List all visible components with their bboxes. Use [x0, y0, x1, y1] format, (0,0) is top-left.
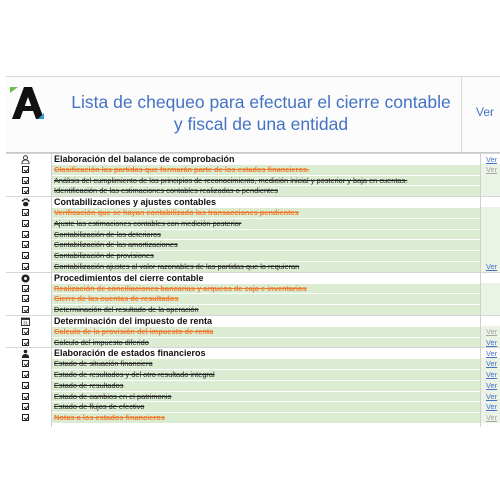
grid-line [51, 153, 52, 427]
task-label: Realización de conciliaciones bancarias y arqueos de caja e inventarios [54, 283, 307, 293]
task-label: Contabilización ajustes al valor razonables de las partidas que lo requieran [54, 262, 300, 271]
ver-cell [481, 283, 500, 294]
section-row [6, 153, 500, 164]
checklist-row [6, 283, 500, 294]
user-group-icon [21, 349, 30, 358]
checkbox-checked-icon[interactable] [21, 176, 30, 185]
checklist-row [6, 218, 500, 229]
checkbox-checked-icon[interactable] [21, 219, 30, 228]
ver-link[interactable]: Ver [486, 349, 498, 359]
ver-link[interactable]: Ver [486, 402, 498, 412]
checkbox-checked-icon[interactable] [21, 186, 30, 195]
calendar-icon [21, 317, 30, 326]
task-label: Cierre de las cuentas de resultados [54, 294, 179, 304]
task-label: Determinación del resultado de la operación [54, 305, 199, 315]
section-row [6, 272, 500, 283]
ver-link[interactable]: Ver [486, 391, 498, 401]
checkbox-checked-icon[interactable] [21, 208, 30, 217]
checkbox-checked-icon[interactable] [21, 230, 30, 239]
actualicese-logo-icon [8, 83, 48, 123]
ver-link[interactable]: Ver [486, 359, 498, 369]
task-label: Estado de situación financiera [54, 359, 153, 369]
checklist-row [6, 304, 500, 315]
paw-icon [21, 198, 30, 207]
task-label: Calculo del impuesto diferido [54, 337, 149, 347]
checklist-row [6, 293, 500, 304]
section-row [6, 196, 500, 207]
ver-link[interactable]: Ver [486, 337, 498, 347]
checklist-row [6, 337, 500, 348]
ver-link[interactable]: Ver [486, 413, 498, 423]
checklist-row [6, 369, 500, 380]
ver-cell [481, 229, 500, 240]
section-title: Elaboración del balance de comprobación [54, 154, 235, 164]
task-label: Verificación que se hayan contabilizado las transacciones pendientes [54, 208, 299, 217]
checklist-row [6, 239, 500, 250]
task-label: Análisis del cumplimiento de los principios de reconocimiento, medición inicial y posterior y baja en cuentas. [54, 175, 408, 185]
checklist-row [6, 412, 500, 423]
task-label: Estado de resultados y del otro resultado integral [54, 370, 215, 379]
ver-cell [481, 293, 500, 304]
checklist-row [6, 326, 500, 337]
checkbox-checked-icon[interactable] [21, 305, 30, 314]
checklist-row [6, 380, 500, 391]
ver-cell [481, 207, 500, 218]
user-icon [21, 155, 30, 164]
checkbox-checked-icon[interactable] [21, 294, 30, 303]
section-row [6, 315, 500, 326]
checkbox-checked-icon[interactable] [21, 327, 30, 336]
sheet-header [6, 77, 500, 153]
title-line-2: y fiscal de una entidad [173, 114, 349, 134]
svg-text:31: 31 [22, 320, 29, 326]
ver-cell [481, 175, 500, 186]
section-title: Determinación del impuesto de renta [54, 316, 213, 326]
task-label: Contabilización de los deterioros [54, 229, 161, 239]
task-label: Contabilización de las amortizaciones [54, 240, 178, 250]
task-label: Estado de cambios en el patrimonio [54, 391, 172, 401]
task-label: Estado de resultados [54, 380, 124, 390]
ver-cell [481, 304, 500, 315]
checklist-row [6, 391, 500, 402]
ver-cell [481, 218, 500, 229]
checkbox-checked-icon[interactable] [21, 413, 30, 422]
checkbox-checked-icon[interactable] [21, 370, 30, 379]
checkbox-checked-icon[interactable] [21, 165, 30, 174]
grid-line [480, 153, 481, 427]
page-title [62, 91, 460, 135]
checklist-row [6, 175, 500, 186]
checkbox-checked-icon[interactable] [21, 359, 30, 368]
checklist-row [6, 401, 500, 412]
checkbox-checked-icon[interactable] [21, 262, 30, 271]
ver-cell [481, 250, 500, 261]
checklist-row [6, 358, 500, 369]
checklist-row [6, 250, 500, 261]
task-label: Notas a los estados financieros [54, 413, 165, 423]
checklist-row [6, 229, 500, 240]
checkbox-checked-icon[interactable] [21, 284, 30, 293]
section-title: Procedimientos del cierre contable [54, 272, 204, 283]
ver-link[interactable]: Ver [486, 370, 498, 379]
header-column-divider [461, 77, 462, 153]
ver-column-header: Ver [476, 105, 495, 119]
ver-cell [481, 239, 500, 250]
checklist-row [6, 164, 500, 175]
checkbox-checked-icon[interactable] [21, 392, 30, 401]
spreadsheet-sheet [6, 76, 500, 427]
section-row [6, 347, 500, 358]
checkbox-checked-icon[interactable] [21, 338, 30, 347]
task-label: Estado de flujos de efectivo [54, 402, 145, 412]
checkbox-checked-icon[interactable] [21, 251, 30, 260]
ver-link[interactable]: Ver [486, 155, 498, 164]
ver-link[interactable]: Ver [486, 326, 498, 336]
task-label: Clasificación las partidas que formarán parte de los estados financieros. [54, 164, 310, 174]
checkbox-checked-icon[interactable] [21, 381, 30, 390]
ver-cell [481, 185, 500, 196]
section-title: Elaboración de estados financieros [54, 348, 206, 359]
section-title: Contabilizaciones y ajustes contables [54, 197, 217, 208]
ver-link[interactable]: Ver [486, 380, 498, 390]
task-label: Ajuste las estimaciones contables con medición posterior [54, 218, 242, 228]
task-label: Calculo de la provisión del impuesto de renta [54, 326, 214, 336]
task-label: Identificación de las estimaciones contables realizadas o pendientes [54, 186, 278, 196]
ver-link[interactable]: Ver [486, 262, 498, 271]
checklist-row [6, 185, 500, 196]
title-line-1: Lista de chequeo para efectuar el cierre contable [71, 92, 451, 112]
checkbox-checked-icon[interactable] [21, 240, 30, 249]
gear-circle-icon [21, 274, 30, 283]
checkbox-checked-icon[interactable] [21, 402, 30, 411]
task-label: Contabilización de provisiones [54, 251, 154, 261]
checklist-row [6, 261, 500, 272]
ver-link[interactable]: Ver [486, 164, 498, 174]
checklist-row [6, 207, 500, 218]
